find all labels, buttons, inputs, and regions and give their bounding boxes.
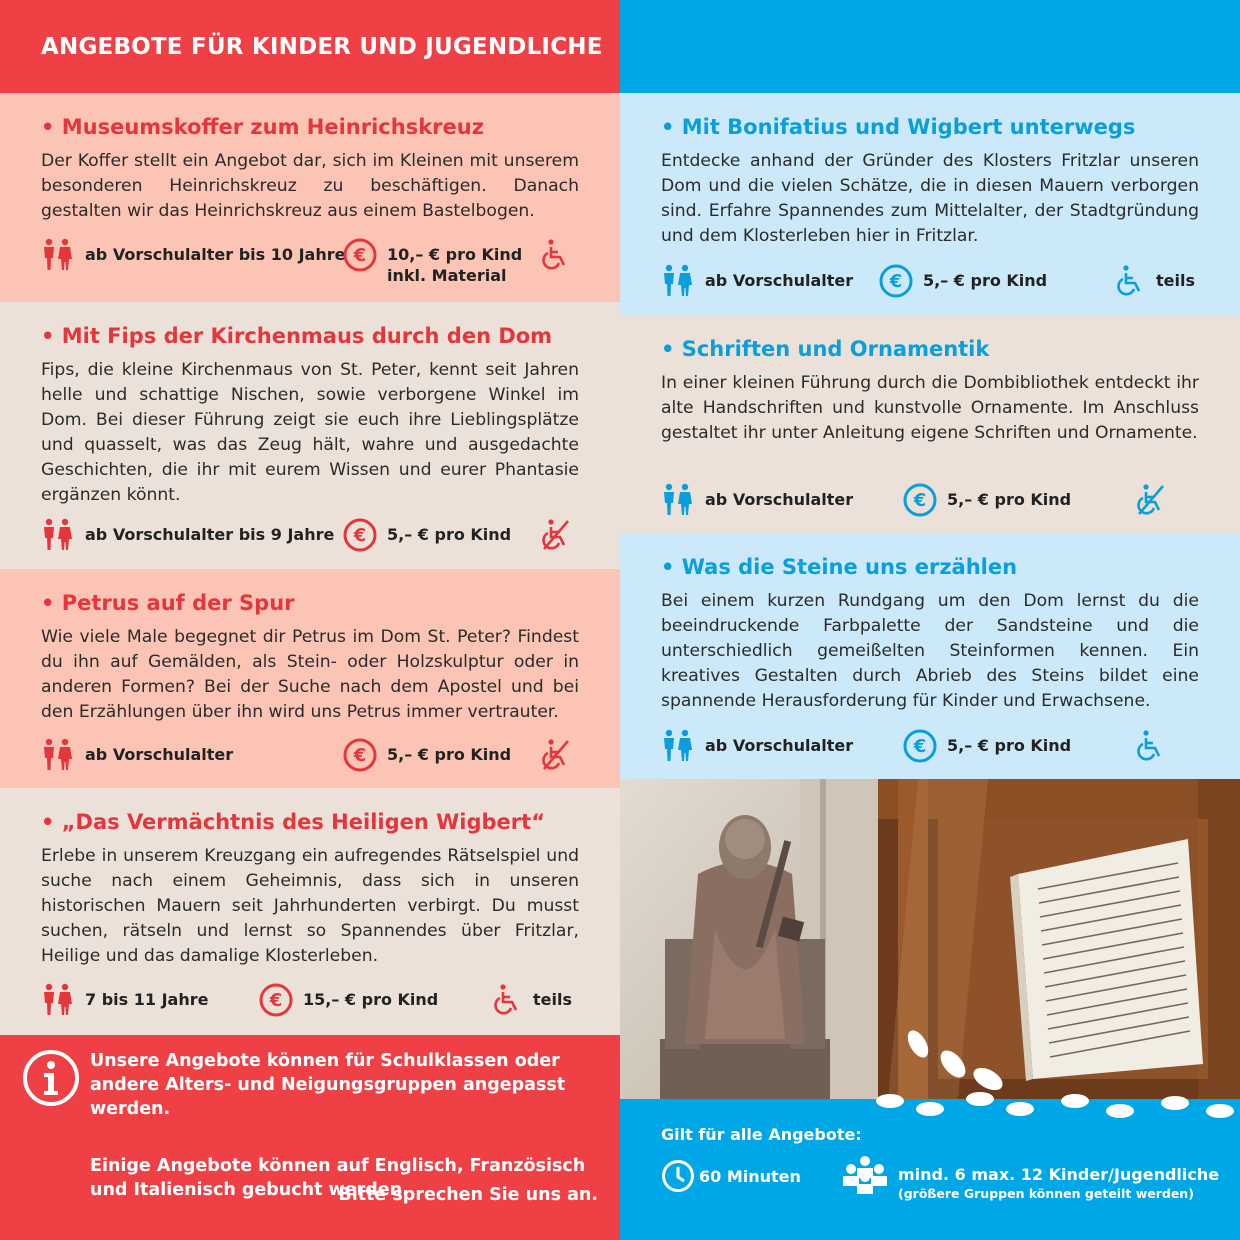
group-size-info [840, 1155, 1219, 1201]
price-info [343, 238, 522, 286]
no-wheelchair-icon [541, 738, 571, 772]
offer-title: • Was die Steine uns erzählen [661, 555, 1018, 579]
info-box [0, 1035, 620, 1240]
svg-text:€: € [353, 525, 367, 546]
svg-text:€: € [889, 271, 903, 292]
offer-description: Entdecke anhand der Gründer des Klosters Fritzlar unseren Dom und die vielen Schätze, die in diesen Mauern verborgen sind. Erfahre Spannendes zum Mittelalter, der Stadtgründung und dem Klosterleben hier in Fritzlar. [661, 151, 1199, 246]
children-icon [41, 518, 75, 552]
price-text: 10,– € pro Kind [387, 245, 523, 264]
svg-text:€: € [353, 745, 367, 766]
svg-text:€: € [913, 736, 927, 757]
clock-icon [661, 1159, 695, 1193]
manuscript-photo [878, 779, 1240, 1099]
info-icon [22, 1049, 80, 1107]
offer-title: • Mit Bonifatius und Wigbert unterwegs [661, 115, 1136, 139]
access-info [541, 518, 571, 552]
svg-text:€: € [913, 490, 927, 511]
group-size-note: (größere Gruppen können geteilt werden) [898, 1186, 1194, 1201]
age-text: ab Vorschulalter [705, 736, 854, 755]
access-info [1136, 483, 1166, 517]
offer-title: • „Das Vermächtnis des Heiligen Wigbert“ [41, 810, 545, 834]
wheelchair-icon [541, 238, 571, 272]
children-icon [661, 483, 695, 517]
age-text: 7 bis 11 Jahre [85, 990, 209, 1009]
offer-title: • Mit Fips der Kirchenmaus durch den Dom [41, 324, 553, 348]
header-bar [0, 0, 620, 93]
offer-info-row [41, 238, 579, 285]
statue-photo [620, 779, 878, 1099]
svg-text:€: € [269, 990, 283, 1011]
children-icon [661, 264, 695, 298]
price-text: 5,– € pro Kind [923, 271, 1048, 290]
euro-icon [903, 729, 937, 763]
offer-info-row [41, 518, 579, 558]
children-icon [41, 738, 75, 772]
age-info [41, 238, 345, 272]
age-text: ab Vorschulalter bis 10 Jahre [85, 245, 346, 264]
price-text: 5,– € pro Kind [387, 745, 512, 764]
group-icon [840, 1155, 890, 1195]
offer-description: Bei einem kurzen Rundgang um den Dom lernst du die beeindruckende Farbpalette der Sandsteine und die unterschiedlich gemeißelten Steinformen kennen. Ein kreatives Gestalten durch Abrieb des Steins bildet eine spannende Herausforderung für Kinder und Erwachsene. [661, 591, 1199, 711]
no-wheelchair-icon [541, 518, 571, 552]
age-info [41, 738, 233, 772]
euro-icon [903, 483, 937, 517]
age-info [661, 729, 853, 763]
age-text: ab Vorschulalter bis 9 Jahre [85, 525, 335, 544]
price-text: 15,– € pro Kind [303, 990, 439, 1009]
price-info [903, 729, 1071, 763]
offer-description: Wie viele Male begegnet dir Petrus im Dom St. Peter? Findest du ihn auf Gemälden, als Stein- oder Holzskulptur oder in anderen Formen? Bei der Suche nach dem Apostel und bei den Erzählungen über ihn wird uns Petrus immer vertrauter. [41, 627, 579, 722]
euro-icon [879, 264, 913, 298]
children-icon [41, 983, 75, 1017]
info-text-languages: Einige Angebote können auf Englisch, Französisch und Italienisch gebucht werden. [90, 1156, 586, 1200]
access-info [1116, 264, 1195, 298]
access-text: teils [533, 990, 572, 1009]
price-text: 5,– € pro Kind [387, 525, 512, 544]
no-wheelchair-icon [1136, 483, 1166, 517]
offer-info-row [661, 483, 1199, 523]
price-info [259, 983, 438, 1017]
wheelchair-icon [1116, 264, 1146, 298]
wheelchair-icon [1136, 729, 1166, 763]
info-text-adapt: Unsere Angebote können für Schulklassen oder andere Alters- und Neigungsgruppen angepasst werden. [90, 1051, 566, 1119]
offer-description: Der Koffer stellt ein Angebot dar, sich im Kleinen mit unserem besonderen Heinrichskreuz zu beschäftigen. Danach gestalten wir das Heinrichskreuz aus einem Bastelbogen. [41, 151, 579, 221]
page-title: ANGEBOTE FÜR KINDER UND JUGENDLICHE [41, 33, 603, 60]
price-info [343, 518, 511, 552]
age-text: ab Vorschulalter [705, 490, 854, 509]
age-info [661, 483, 853, 517]
price-text: 5,– € pro Kind [947, 490, 1072, 509]
svg-text:€: € [353, 245, 367, 266]
offer-info-row [661, 264, 1199, 304]
price-note: inkl. Material [387, 266, 507, 285]
header-bar-blue [620, 0, 1240, 93]
access-info [541, 738, 571, 772]
duration-text: 60 Minuten [699, 1166, 801, 1186]
wheelchair-icon [493, 983, 523, 1017]
price-info [903, 483, 1071, 517]
offer-info-row [41, 738, 579, 778]
price-info [343, 738, 511, 772]
age-info [41, 518, 334, 552]
right-column [620, 0, 1240, 1240]
footer-title: Gilt für alle Angebote: [661, 1125, 862, 1144]
offer-title: • Petrus auf der Spur [41, 591, 295, 615]
offer-info-row [661, 729, 1199, 769]
offer-info-row [41, 983, 579, 1023]
access-text: teils [1156, 271, 1195, 290]
price-info [879, 264, 1047, 298]
access-info [493, 983, 572, 1017]
general-info-footer [620, 1099, 1240, 1240]
offer-title: • Museumskoffer zum Heinrichskreuz [41, 115, 484, 139]
price-text: 5,– € pro Kind [947, 736, 1072, 755]
euro-icon [343, 518, 377, 552]
info-text-contact: Bitte sprechen Sie uns an. [338, 1185, 598, 1205]
footprints-decoration [620, 1089, 1240, 1119]
children-icon [41, 238, 75, 272]
age-info [661, 264, 853, 298]
age-text: ab Vorschulalter [705, 271, 854, 290]
offer-description: Fips, die kleine Kirchenmaus von St. Peter, kennt seit Jahren helle und schattige Nischen, sowie verborgene Winkel im Dom. Bei dieser Führung zeigt sie euch ihre Lieblingsplätze und quasselt, was das Zeug hält, wahre und ausgedachte Geschichten, die ihr mit eurem Wissen und eurer Phantasie ergänzen könnt. [41, 360, 579, 505]
access-info [1136, 729, 1166, 763]
group-size-text: mind. 6 max. 12 Kinder/Jugendliche [898, 1165, 1220, 1184]
age-info [41, 983, 208, 1017]
euro-icon [259, 983, 293, 1017]
children-icon [661, 729, 695, 763]
offer-description: Erlebe in unserem Kreuzgang ein aufregendes Rätselspiel und suche nach einem Geheimnis, dass sich in unseren historischen Mauern seit Jahrhunderten verbirgt. Du musst suchen, rätseln und lernst so Spannendes über Fritzlar, Heilige und das damalige Klosterleben. [41, 846, 579, 966]
offer-title: • Schriften und Ornamentik [661, 337, 990, 361]
duration-info [661, 1159, 801, 1193]
access-info [541, 238, 571, 272]
euro-icon [343, 238, 377, 272]
offer-description: In einer kleinen Führung durch die Dombibliothek entdeckt ihr alte Handschriften und kunstvolle Ornamente. Im Anschluss gestaltet ihr unter Anleitung eigene Schriften und Ornamente. [661, 373, 1199, 443]
euro-icon [343, 738, 377, 772]
age-text: ab Vorschulalter [85, 745, 234, 764]
